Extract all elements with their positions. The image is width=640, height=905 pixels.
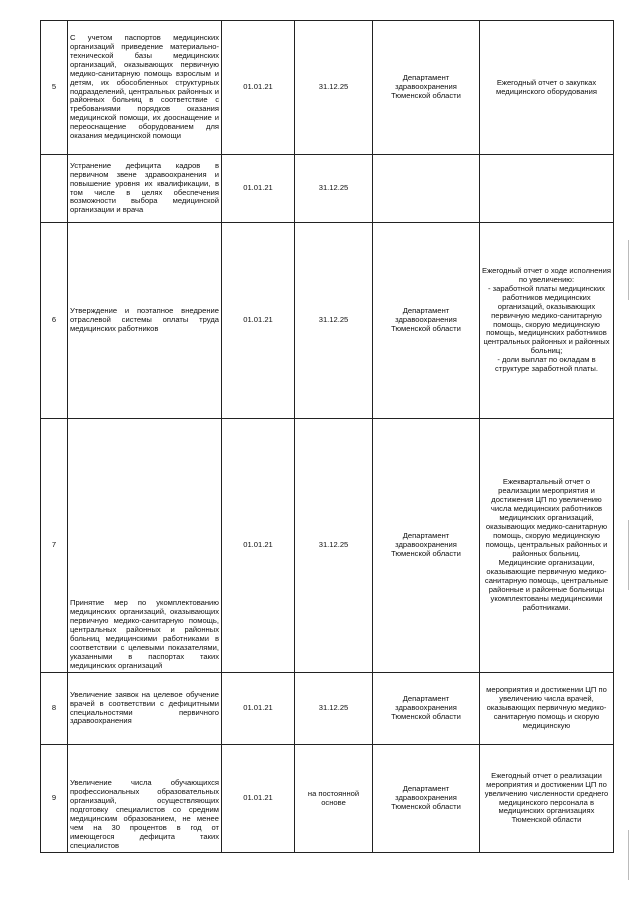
- table-row: [41, 223, 614, 419]
- report-type: Ежеквартальный отчет о реализации мероприятия и достижения ЦП по увеличению числа медицинских работников медицинских организаций, оказывающих медико-санитарную помощь, скорую медицинскую помощь, центральных районных и районных больниц. Медицинские организации, оказывающие первичную медико-санитарную помощь, центральные районные и районные больницы укомплектованы медицинскими работниками.: [480, 419, 614, 673]
- row-number: 7: [41, 419, 68, 673]
- responsible-executor: Департамент здравоохранения Тюменской области: [373, 673, 480, 745]
- report-type: мероприятия и достижении ЦП по увеличению числа врачей, оказывающих первичную медико-санитарную помощь и скорую медицинскую: [480, 673, 614, 745]
- start-date: 01.01.21: [222, 223, 295, 419]
- responsible-executor: Департамент здравоохранения Тюменской области: [373, 745, 480, 853]
- measure-description: Устранение дефицита кадров в первичном звене здравоохранения и повышение уровня их квалификации, в том числе в целях обеспечения возможности выбора медицинской организации и врача: [68, 155, 222, 223]
- measure-description: Утверждение и поэтапное внедрение отраслевой системы оплаты труда медицинских работников: [68, 223, 222, 419]
- end-date: 31.12.25: [295, 419, 373, 673]
- measures-table: [40, 20, 614, 853]
- table-row: [41, 21, 614, 155]
- responsible-executor: Департамент здравоохранения Тюменской области: [373, 419, 480, 673]
- table-row: [41, 745, 614, 853]
- scan-edge-mark: [628, 830, 629, 880]
- start-date: 01.01.21: [222, 745, 295, 853]
- end-date: 31.12.25: [295, 21, 373, 155]
- responsible-executor: Департамент здравоохранения Тюменской области: [373, 223, 480, 419]
- row-number: 9: [41, 745, 68, 853]
- end-date: 31.12.25: [295, 673, 373, 745]
- measure-description: Увеличение заявок на целевое обучение врачей в соответствии с дефицитными специальностями первичного здравоохранения: [68, 673, 222, 745]
- end-date: на постоянной основе: [295, 745, 373, 853]
- row-number: 8: [41, 673, 68, 745]
- measure-description: Принятие мер по укомплектованию медицинских организаций, оказывающих первичную медико-санитарную помощь, центральных районных и районных больниц медицинскими работниками в соответствии с целевыми показателями, указанными в паспортах таких медицинских организаций: [68, 419, 222, 673]
- responsible-executor: [373, 155, 480, 223]
- report-type: Ежегодный отчет о ходе исполнения по увеличению: - заработной платы медицинских работников медицинских организаций, оказывающих первичную медико-санитарную помощь, скорую медицинскую помощь, медицинских работников центральных районных и районных больниц; - доли выплат по окладам в структуре заработной платы.: [480, 223, 614, 419]
- report-type: [480, 155, 614, 223]
- row-number: [41, 155, 68, 223]
- end-date: 31.12.25: [295, 155, 373, 223]
- measure-description: Увеличение числа обучающихся профессиональных образовательных организаций, осуществляющих подготовку специалистов со средним медицинским образованием, не менее чем на 30 процентов в год от имеющегося дефицита таких специалистов: [68, 745, 222, 853]
- start-date: 01.01.21: [222, 21, 295, 155]
- row-number: 5: [41, 21, 68, 155]
- responsible-executor: Департамент здравоохранения Тюменской области: [373, 21, 480, 155]
- scan-edge-mark: [628, 520, 629, 590]
- table-row: [41, 155, 614, 223]
- start-date: 01.01.21: [222, 155, 295, 223]
- start-date: 01.01.21: [222, 419, 295, 673]
- end-date: 31.12.25: [295, 223, 373, 419]
- table-row: [41, 673, 614, 745]
- start-date: 01.01.21: [222, 673, 295, 745]
- row-number: 6: [41, 223, 68, 419]
- measure-description: С учетом паспортов медицинских организаций приведение материально-технической базы медицинских организаций, оказывающих первичную медико-санитарную помощь взрослым и детям, их обособленных структурных подразделений, центральных районных и районных больниц в соответствие с требованиями порядков оказания медицинской помощи, их дооснащение и переоснащение оборудованием для оказания медицинской помощи: [68, 21, 222, 155]
- report-type: Ежегодный отчет о реализации мероприятия и достижении ЦП по увеличению численности среднего медицинского персонала в медицинских организациях Тюменской области: [480, 745, 614, 853]
- report-type: Ежегодный отчет о закупках медицинского оборудования: [480, 21, 614, 155]
- table-row: [41, 419, 614, 673]
- scan-edge-mark: [628, 240, 629, 300]
